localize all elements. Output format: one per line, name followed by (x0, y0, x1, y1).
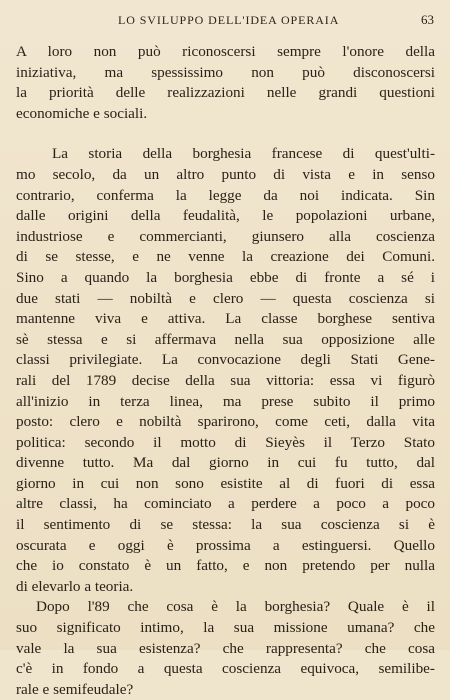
text-line: classi privilegiate. La convocazione degli Stati Gene- (16, 351, 435, 369)
text-line: di elevarlo a teoria. (16, 577, 134, 595)
running-title: LO SVILUPPO DELL'IDEA OPERAIA (118, 13, 340, 27)
paragraph (16, 42, 435, 124)
text-line: industriose e commercianti, giunsero alla coscienza (16, 227, 435, 245)
text-line: divenne tutto. Ma dal giorno in cui fu tutto, dal (16, 454, 435, 472)
text-line: rali del 1789 decise della sua vittoria: essa vi figurò (16, 371, 435, 389)
text-line: la priorità delle realizzazioni nelle grandi questioni (16, 84, 435, 102)
text-line: il sentimento di se stessa: la sua coscienza si è (16, 516, 435, 534)
text-line: vale la sua esistenza? che rappresenta? che cosa (16, 639, 435, 657)
page-number: 63 (421, 12, 434, 27)
body-text (16, 42, 435, 700)
text-line: economiche e sociali. (16, 104, 148, 122)
text-line: politica: secondo il motto di Sieyès il Terzo Stato (16, 433, 435, 451)
text-line: oscurata e oggi è prossima a estinguersi. Quello (16, 536, 435, 554)
text-line: La storia della borghesia francese di quest'ulti- (52, 145, 435, 163)
paragraph-gap (16, 124, 435, 144)
text-line: mantenne viva e attiva. La classe borghese sentiva (16, 310, 435, 328)
text-line: Sino a quando la borghesia ebbe di fronte a sé i (16, 268, 435, 286)
text-line: altre classi, ha cominciato a perdere a poco a poco (16, 495, 435, 513)
paragraph (16, 597, 435, 700)
text-line: Dopo l'89 che cosa è la borghesia? Quale è il (36, 598, 435, 616)
text-line: dalle origini della feudalità, le popolazioni urbane, (16, 207, 435, 225)
text-line: sè stessa e si affermava nella sua opposizione alle (16, 330, 435, 348)
text-line: A loro non può riconoscersi sempre l'onore della (16, 43, 435, 60)
text-line: suo significato intimo, la sua missione umana? che (16, 619, 435, 637)
paragraph (16, 144, 435, 597)
text-line: due stati — nobiltà e clero — questa coscienza si (16, 289, 435, 307)
text-line: di se stesse, e ne venne la creazione dei Comuni. (16, 248, 435, 266)
page-header (0, 10, 450, 30)
text-line: mo secolo, da un altro punto di vista e in senso (16, 165, 435, 183)
text-line: giorno in cui non sono esistite al di fuori di essa (16, 474, 435, 492)
text-line: iniziativa, ma spessissimo non può disconoscersi (16, 63, 435, 81)
text-line: all'inizio in terza linea, ma prese subito il primo (16, 392, 435, 410)
text-line: c'è in fondo a questa coscienza equivoca, semilibe- (16, 660, 435, 678)
text-line: rale e semifeudale? (16, 680, 134, 698)
text-line: che io constato è un fatto, e non pretendo per nulla (16, 557, 435, 575)
text-line: contrario, conferma la legge da noi indicata. Sin (16, 186, 435, 204)
text-line: posto: clero e nobiltà sparirono, come ceti, dalla vita (16, 413, 435, 431)
